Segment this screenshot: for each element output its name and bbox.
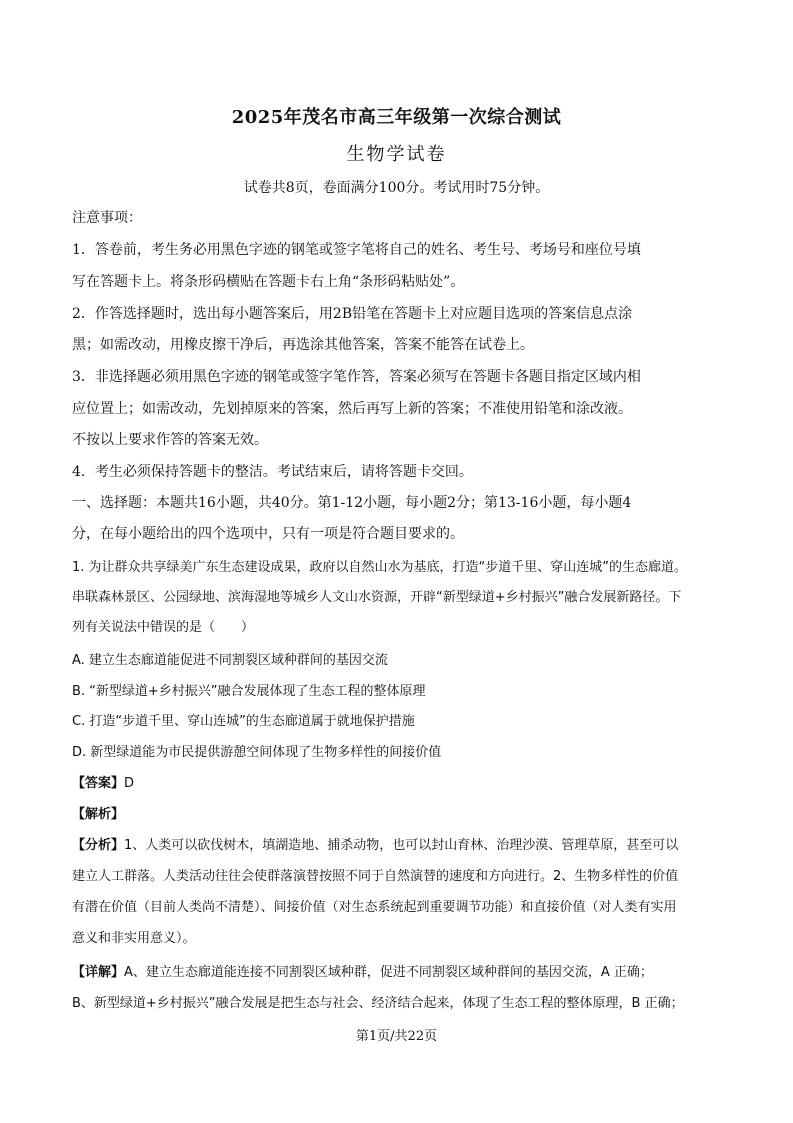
exam-subtitle: 生物学试卷 — [346, 144, 447, 165]
analysis-label: 【解析】 — [72, 807, 125, 822]
page-footer: 第1页/共22页 — [355, 1029, 438, 1044]
notice-line: 3．非选择题必须用黑色字迹的钢笔或签字笔作答，答案必须写在答题卡各题目指定区域内相 — [72, 369, 641, 385]
question-stem: 1. 为让群众共享绿美广东生态建设成果，政府以自然山水为基底，打造“步道千里、穿山连城”的生态廊道。 — [72, 560, 688, 575]
fenxi-line: 【分析】1、人类可以砍伐树木，填湖造地、捕杀动物，也可以封山育林、治理沙漠、管理草原，甚至可以 — [72, 838, 679, 853]
question-stem: 串联森林景区、公园绿地、滨海湿地等城乡人文山水资源，开辟“新型绿道+乡村振兴”融合发展新路径。下 — [72, 590, 682, 605]
option-a: A. 建立生态廊道能促进不同割裂区域种群间的基因交流 — [72, 653, 388, 668]
answer-value: D — [124, 776, 135, 791]
section-heading: 一、选择题：本题共16小题，共40分。第1-12小题，每小题2分；第13-16小题，每小题4 — [72, 495, 632, 511]
answer-label: 【答案】 — [72, 776, 125, 791]
fenxi-line: 意义和非实用意义）。 — [72, 931, 196, 946]
fenxi-label: 【分析】 — [72, 838, 125, 853]
option-c: C. 打造“步道千里、穿山连城”的生态廊道属于就地保护措施 — [72, 714, 415, 729]
option-b: B. “新型绿道+乡村振兴”融合发展体现了生态工程的整体原理 — [72, 684, 426, 699]
exam-title: 2025年茂名市高三年级第一次综合测试 — [231, 107, 562, 128]
xiangjie-label: 【详解】 — [72, 965, 125, 980]
exam-info: 试卷共8页，卷面满分100分。考试用时75分钟。 — [243, 180, 550, 196]
xiangjie-line: B、新型绿道+乡村振兴”融合发展是把生态与社会、经济结合起来，体现了生态工程的整体原理，B 正确； — [72, 996, 684, 1011]
fenxi-line: 有潜在价值（目前人类尚不清楚）、间接价值（对生态系统起到重要调节功能）和直接价值（对人类有实用 — [72, 900, 677, 915]
option-d: D. 新型绿道能为市民提供游憩空间体现了生物多样性的间接价值 — [72, 745, 442, 760]
xiangjie-line: 【详解】A、建立生态廊道能连接不同割裂区域种群，促进不同割裂区域种群间的基因交流，A 正确； — [72, 965, 653, 980]
answer-line — [72, 772, 732, 791]
fenxi-line: 建立人工群落。人类活动往往会使群落演替按照不同于自然演替的速度和方向进行。2、生物多样性的价值 — [72, 869, 679, 884]
notice-line: 2．作答选择题时，选出每小题答案后，用2B铅笔在答题卡上对应题目选项的答案信息点涂 — [72, 306, 633, 322]
notice-line: 应位置上；如需改动，先划掉原来的答案，然后再写上新的答案；不准使用铅笔和涂改液。 — [72, 401, 632, 417]
notice-line: 4．考生必须保持答题卡的整洁。考试结束后，请将答题卡交回。 — [72, 464, 473, 480]
section-heading-cont: 分，在每小题给出的四个选项中，只有一项是符合题目要求的。 — [72, 526, 464, 542]
notice-line: 黑；如需改动，用橡皮擦干净后，再选涂其他答案，答案不能答在试卷上。 — [72, 337, 534, 353]
question-stem: 列有关说法中错误的是（ ） — [72, 620, 255, 635]
notice-heading: 注意事项： — [72, 210, 142, 226]
notice-line: 1．答卷前，考生务必用黑色字迹的钢笔或签字笔将自己的姓名、考生号、考场号和座位号填 — [72, 242, 641, 258]
notice-line: 写在答题卡上。将条形码横贴在答题卡右上角“条形码粘贴处”。 — [72, 274, 465, 290]
notice-line: 不按以上要求作答的答案无效。 — [72, 432, 268, 448]
